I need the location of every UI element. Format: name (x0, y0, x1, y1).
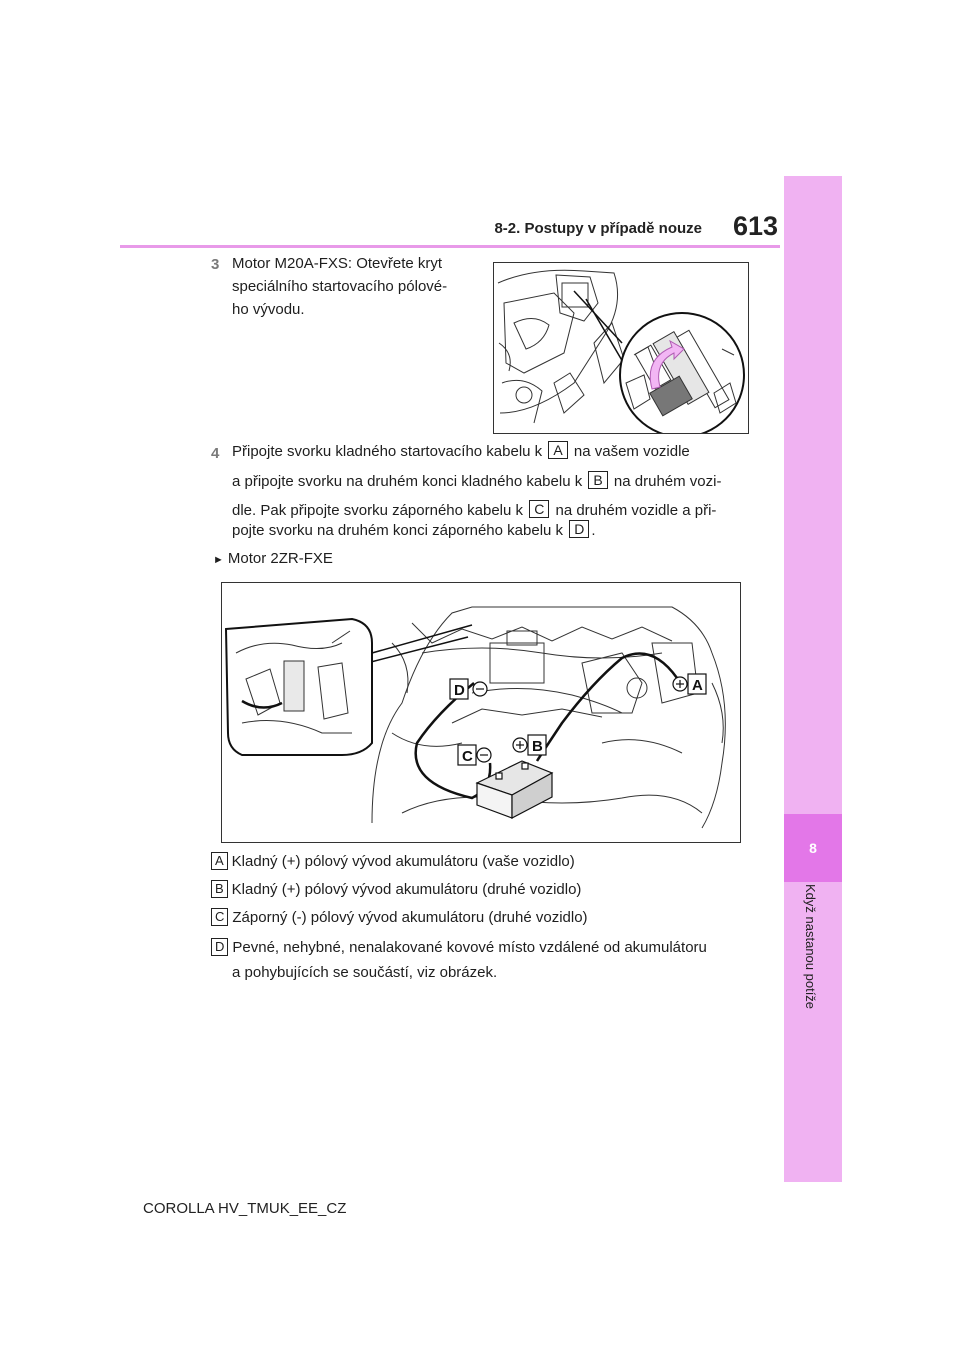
step-3-line-1: Motor M20A-FXS: Otevřete kryt (232, 255, 443, 272)
label-b-box: B (588, 471, 607, 489)
footer-model-code: COROLLA HV_TMUK_EE_CZ (143, 1200, 347, 1217)
legend-row-a: A Kladný (+) pólový vývod akumulátoru (vaše vozidlo) (211, 849, 575, 875)
step-3-line-3: ho vývodu. (232, 301, 305, 318)
step-3-number: 3 (211, 256, 220, 273)
legend-key-c: C (211, 908, 228, 926)
step-4-line-3: dle. Pak připojte svorku záporného kabelu k C na druhém vozidle a při- (232, 501, 717, 519)
bullet-triangle-icon: ► (213, 554, 224, 566)
figure-label-b: B (532, 738, 543, 755)
legend-key-d: D (211, 938, 228, 956)
step-4-line-1: Připojte svorku kladného startovacího kabelu k A na vašem vozidle (232, 442, 690, 460)
step-4-line-2: a připojte svorku na druhém konci kladného kabelu k B na druhém vozi- (232, 472, 722, 490)
label-d-box: D (569, 520, 589, 538)
jump-start-figure (221, 582, 741, 843)
chapter-title-wrap (798, 884, 822, 1064)
step-4-number: 4 (211, 445, 220, 462)
legend-row-b: B Kladný (+) pólový vývod akumulátoru (druhé vozidlo) (211, 877, 581, 903)
jump-start-illustration (222, 583, 740, 842)
label-c-box: C (529, 500, 549, 518)
terminal-cover-figure (493, 262, 749, 434)
figure-label-a: A (692, 677, 703, 694)
motor-heading: ► Motor 2ZR-FXE (213, 550, 333, 567)
chapter-title: Když nastanou potíže (803, 884, 818, 1010)
header-rule (120, 245, 780, 248)
legend-key-b: B (211, 880, 228, 898)
battery-icon (477, 761, 552, 818)
legend-row-c: C Záporný (-) pólový vývod akumulátoru (druhé vozidlo) (211, 905, 588, 931)
legend-key-a: A (211, 852, 228, 870)
terminal-cover-illustration (494, 263, 748, 433)
section-title: 8-2. Postupy v případě nouze (494, 220, 702, 237)
page-number: 613 (732, 211, 778, 241)
figure-label-d: D (454, 682, 465, 699)
legend-row-d: D Pevné, nehybné, nenalakované kovové místo vzdálené od akumulátoru (211, 935, 707, 961)
label-a-box: A (548, 441, 567, 459)
legend-row-d-continued: a pohybujících se součástí, viz obrázek. (232, 964, 498, 981)
figure-label-c: C (462, 748, 473, 765)
step-3-line-2: speciálního startovacího pólové- (232, 278, 448, 295)
chapter-number: 8 (784, 814, 842, 882)
step-4-line-4: pojte svorku na druhém konci záporného kabelu k D . (232, 521, 596, 539)
